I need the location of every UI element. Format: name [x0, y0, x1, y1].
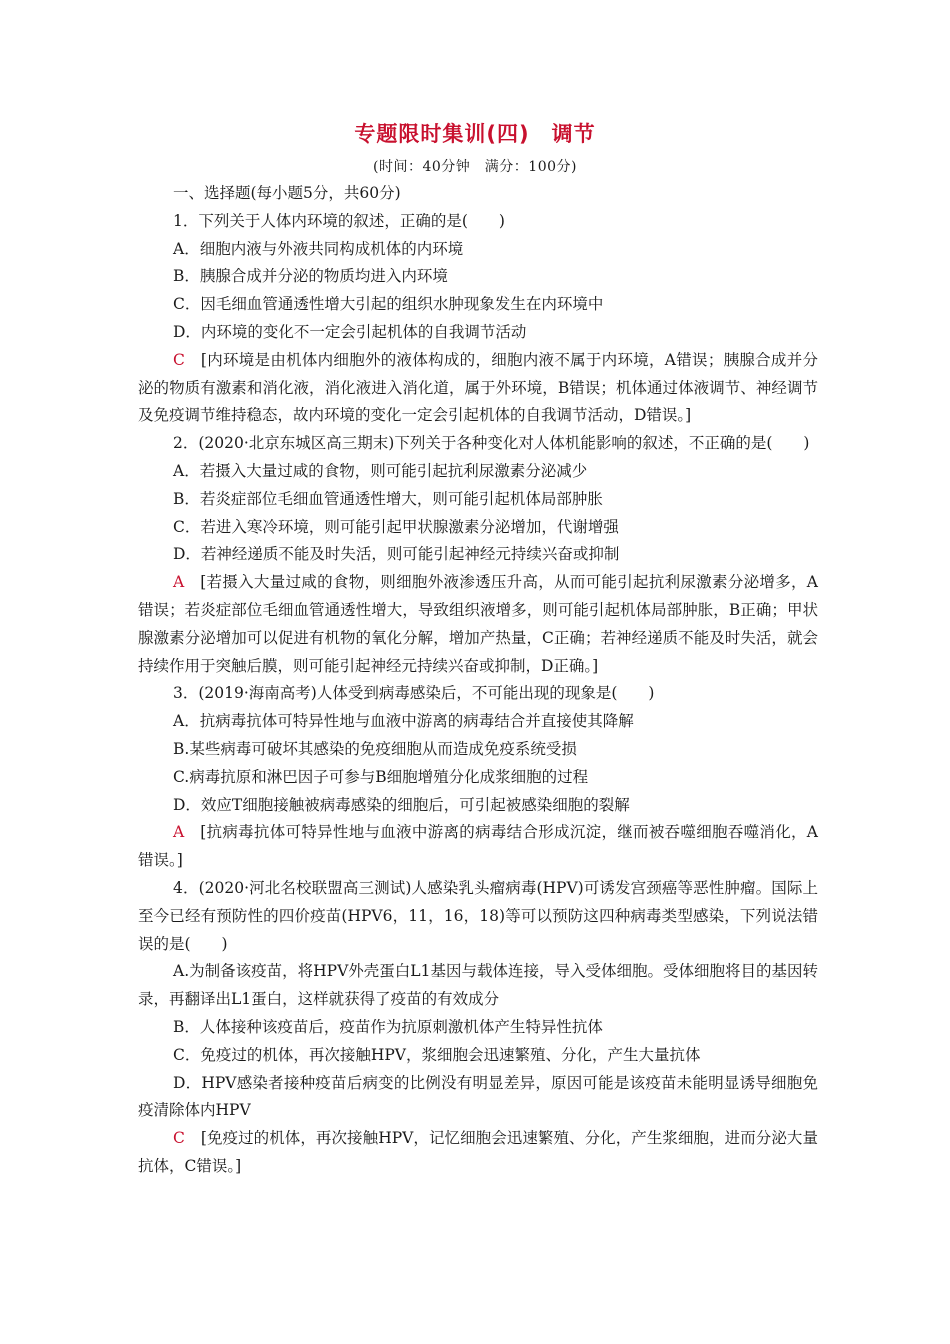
- question-2-option-b: B．若炎症部位毛细血管通透性增大，则可能引起机体局部肿胀: [173, 489, 603, 508]
- question-4-stem: 4．(2020·河北名校联盟高三测试)人感染乳头瘤病毒(HPV)可诱发宫颈癌等恶性肿瘤。国际上至今已经有预防性的四价疫苗(HPV6，11，16，18)等可以预防这四种病毒类型感染，下列说法错误的是( ): [138, 878, 818, 953]
- question-3-option-c: C.病毒抗原和淋巴因子可参与B细胞增殖分化成浆细胞的过程: [173, 767, 589, 786]
- question-4-option-c: C．免疫过的机体，再次接触HPV，浆细胞会迅速繁殖、分化，产生大量抗体: [173, 1045, 701, 1064]
- question-3-option-d: D．效应T细胞接触被病毒感染的细胞后，可引起被感染细胞的裂解: [173, 795, 630, 814]
- question-1-stem: 1．下列关于人体内环境的叙述，正确的是( ): [173, 211, 505, 230]
- question-1-explanation: [138, 347, 818, 430]
- question-2-explanation: [138, 569, 818, 680]
- section-heading: 一、选择题(每小题5分，共60分): [173, 184, 401, 202]
- question-3-explanation: [138, 819, 818, 875]
- document-body: [138, 180, 818, 1181]
- question-4-answer: C: [173, 1129, 185, 1148]
- question-2-option-a: A．若摄入大量过咸的食物，则可能引起抗利尿激素分泌减少: [173, 461, 588, 480]
- question-3-stem: 3．(2019·海南高考)人体受到病毒感染后，不可能出现的现象是( ): [173, 684, 655, 703]
- question-1-answer: C: [173, 350, 185, 369]
- question-4-option-a: A.为制备该疫苗，将HPV外壳蛋白L1基因与载体连接，导入受体细胞。受体细胞将目的基因转录，再翻译出L1蛋白，这样就获得了疫苗的有效成分: [138, 962, 818, 1009]
- question-4-option-d: D．HPV感染者接种疫苗后病变的比例没有明显差异，原因可能是该疫苗未能明显诱导细胞免疫清除体内HPV: [138, 1073, 818, 1120]
- question-1-option-d: D．内环境的变化不一定会引起机体的自我调节活动: [173, 322, 527, 341]
- question-4-explanation-text: [免疫过的机体，再次接触HPV，记忆细胞会迅速繁殖、分化，产生浆细胞，进而分泌大量抗体，C错误。]: [138, 1129, 818, 1175]
- question-1-option-b: B．胰腺合成并分泌的物质均进入内环境: [173, 267, 448, 286]
- page-subtitle: (时间：40分钟 满分：100分): [373, 159, 577, 175]
- question-3-option-b: B.某些病毒可破坏其感染的免疫细胞从而造成免疫系统受损: [173, 739, 577, 758]
- question-2-option-d: D．若神经递质不能及时失活，则可能引起神经元持续兴奋或抑制: [173, 545, 620, 564]
- question-2-answer: A: [173, 573, 185, 592]
- question-2-explanation-text: [若摄入大量过咸的食物，则细胞外液渗透压升高，从而可能引起抗利尿激素分泌增多，A错误；若炎症部位毛细血管通透性增大，导致组织液增多，则可能引起机体局部肿胀，B正确；甲状腺激素分泌增加可以促进有机物的氧化分解，增加产热量，C正确；若神经递质不能及时失活，就会持续作用于突触后膜，则可能引起神经元持续兴奋或抑制，D正确。]: [138, 573, 818, 675]
- question-1-option-a: A．细胞内液与外液共同构成机体的内环境: [173, 239, 464, 258]
- question-3-explanation-text: [抗病毒抗体可特异性地与血液中游离的病毒结合形成沉淀，继而被吞噬细胞吞噬消化，A错误。]: [138, 823, 818, 870]
- question-2-option-c: C．若进入寒冷环境，则可能引起甲状腺激素分泌增加，代谢增强: [173, 517, 619, 536]
- question-2-stem: 2．(2020·北京东城区高三期末)下列关于各种变化对人体机能影响的叙述，不正确的是( ): [173, 434, 810, 453]
- question-3-answer: A: [173, 823, 185, 842]
- question-1-explanation-text: [内环境是由机体内细胞外的液体构成的，细胞内液不属于内环境，A错误；胰腺合成并分泌的物质有激素和消化液，消化液进入消化道，属于外环境，B错误；机体通过体液调节、神经调节及免疫调节维持稳态，故内环境的变化一定会引起机体的自我调节活动，D错误。]: [138, 350, 818, 425]
- question-4-explanation: [138, 1125, 818, 1181]
- question-4-option-b: B．人体接种该疫苗后，疫苗作为抗原刺激机体产生特异性抗体: [173, 1017, 603, 1036]
- question-1-option-c: C．因毛细血管通透性增大引起的组织水肿现象发生在内环境中: [173, 295, 604, 314]
- question-3-option-a: A．抗病毒抗体可特异性地与血液中游离的病毒结合并直接使其降解: [173, 712, 634, 731]
- page-title: 专题限时集训(四) 调节: [354, 122, 596, 146]
